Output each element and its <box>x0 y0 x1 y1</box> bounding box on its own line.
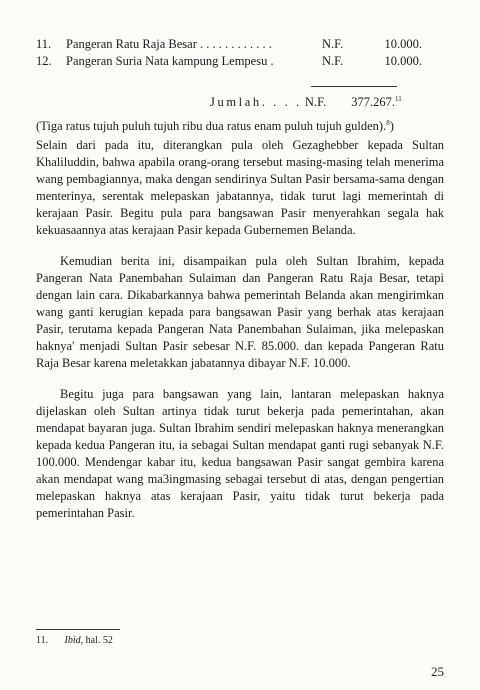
total-footnote-ref: 11 <box>395 94 402 103</box>
footnote-ibid: Ibid, <box>64 635 84 646</box>
footnote-number: 11. <box>36 635 49 646</box>
total-currency: N.F. <box>304 95 327 109</box>
paragraph-text: (Tiga ratus tujuh puluh tujuh ribu dua ratus enam puluh tujuh gulden). <box>36 119 387 133</box>
footnote-rule <box>36 629 120 630</box>
item-currency: N.F. <box>322 54 344 68</box>
item-currency: N.F. <box>322 37 344 51</box>
footnote-page: hal. 52 <box>85 635 113 646</box>
total-label: Jumlah. . . . <box>210 95 302 109</box>
list-item <box>36 53 446 70</box>
footnote <box>36 634 113 647</box>
item-amount: 10.000. <box>384 54 422 68</box>
list-item <box>36 36 446 53</box>
closing-paren: ) <box>389 119 394 133</box>
item-number: 12. <box>36 54 52 68</box>
body-text <box>36 118 444 522</box>
footnote-ref: 8 <box>386 118 390 127</box>
item-amount: 10.000. <box>384 37 422 51</box>
total-rule <box>311 86 397 87</box>
page-number: 25 <box>431 664 444 679</box>
paragraph: Selain dari pada itu, diterangkan pula oleh Gezaghebber kepada Sultan Khaliluddin, bahwa apabila orang-orang tersebut masing-masing telah menerima wang pembagiannya, maka dengan sendirinya Sultan Pasir bersama-sama dengan menterinya, serentak melepaskan jabatannya, tidak turut lagi memerintah di kerajaan Pasir. Begitu pula para bangsawan Pasir menyerahkan segala hak kekuasaannya atas kerajaan Pasir kepada Gubernemen Belanda. <box>36 138 444 237</box>
item-name: Pangeran Suria Nata kampung Lempesu . <box>66 54 274 68</box>
payment-list <box>36 36 446 70</box>
item-number: 11. <box>36 37 52 51</box>
total-row <box>210 93 440 111</box>
paragraph <box>36 118 444 135</box>
total-amount: 377.267. <box>351 95 396 109</box>
paragraph: Kemudian berita ini, disampaikan pula oleh Sultan Ibrahim, kepada Pangeran Nata Panembahan Sulaiman dan Pangeran Ratu Raja Besar, tetapi dengan lain cara. Dikabarkannya bahwa pemerintah Belanda akan mengirimkan wang ganti kerugian kepada para bangsawan Pasir yang berhak atas kerajaan Pasir, terutama kepada Pangeran Nata Panembahan Sulaiman, jika melepaskan haknya' menjadi Sultan Pasir sebesar N.F. 85.000. dan kepada Pangeran Ratu Raja Besar karena meletakkan jabatannya dibayar N.F. 10.000. <box>36 254 444 370</box>
item-name: Pangeran Ratu Raja Besar . . . . . . . . . . . . <box>66 37 272 51</box>
paragraph: Begitu juga para bangsawan yang lain, lantaran melepaskan haknya dijelaskan oleh Sultan artinya tidak turut bekerja pada pemerintahan, akan mendapat bayaran juga. Sultan Ibrahim sendiri melepaskan haknya menerangkan kepada kedua Pangeran itu, ia sebagai Sultan mendapat ganti rugi sebanyak N.F. 100.000. Mendengar kabar itu, kedua bangsawan Pasir sangat gembira karena akan mendapat wang ma3ingmasing sebagai tersebut di atas, dengan pengertian melepaskan haknya atas kerajaan Pasir, yaitu tidak turut bekerja pada pemerintahan Pasir. <box>36 387 444 520</box>
